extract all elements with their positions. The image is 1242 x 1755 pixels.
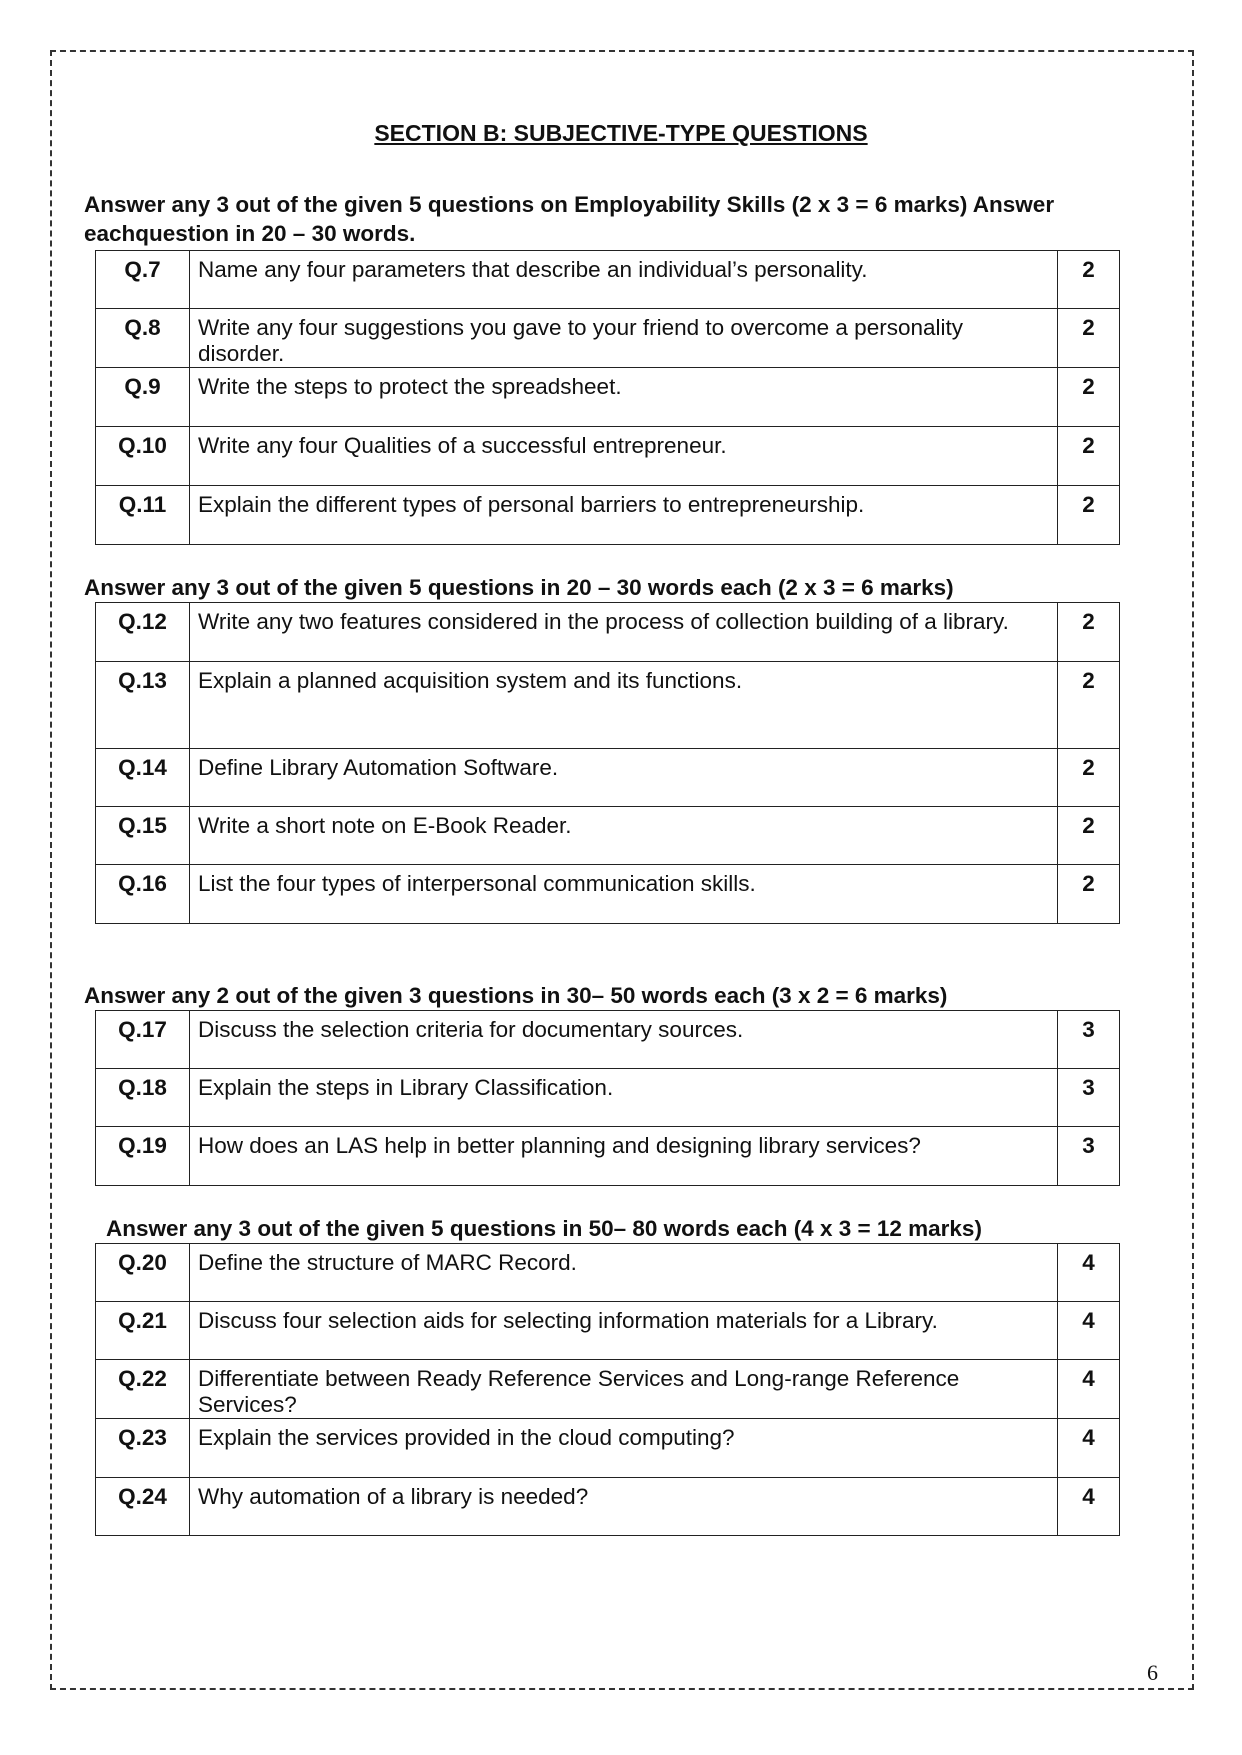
- question-text: Explain a planned acquisition system and its functions.: [190, 662, 1058, 749]
- table-row: [96, 1069, 1120, 1127]
- question-text: Explain the steps in Library Classification.: [190, 1069, 1058, 1127]
- question-text: Discuss the selection criteria for documentary sources.: [190, 1011, 1058, 1069]
- table-row: [96, 1011, 1120, 1069]
- question-marks: 2: [1058, 865, 1120, 924]
- question-number: Q.17: [96, 1011, 190, 1069]
- table-row: [96, 603, 1120, 662]
- question-text: Explain the different types of personal barriers to entrepreneurship.: [190, 486, 1058, 545]
- group-2-instruction-line1: Answer any 3 out of the given 5 questions in 20 – 30 words each (2 x 3 = 6 marks): [84, 575, 954, 600]
- table-row: [96, 1244, 1120, 1302]
- question-marks: 3: [1058, 1011, 1120, 1069]
- question-marks: 4: [1058, 1244, 1120, 1302]
- question-number: Q.24: [96, 1478, 190, 1536]
- question-number: Q.15: [96, 807, 190, 865]
- question-number: Q.7: [96, 251, 190, 309]
- group-1-instruction-line1: Answer any 3 out of the given 5 questions on Employability Skills (2 x 3 = 6 marks) Answer: [84, 192, 1055, 217]
- group-4-instruction: [106, 1214, 982, 1243]
- question-text: Name any four parameters that describe an individual’s personality.: [190, 251, 1058, 309]
- question-text: How does an LAS help in better planning and designing library services?: [190, 1127, 1058, 1186]
- question-marks: 3: [1058, 1069, 1120, 1127]
- table-row: [96, 1360, 1120, 1419]
- question-number: Q.14: [96, 749, 190, 807]
- question-marks: 2: [1058, 662, 1120, 749]
- question-marks: 4: [1058, 1360, 1120, 1419]
- table-row: [96, 662, 1120, 749]
- question-text: Write the steps to protect the spreadsheet.: [190, 368, 1058, 427]
- question-marks: 2: [1058, 309, 1120, 368]
- question-number: Q.21: [96, 1302, 190, 1360]
- group-4-instruction-line1: Answer any 3 out of the given 5 questions in 50– 80 words each (4 x 3 = 12 marks): [106, 1216, 982, 1241]
- question-number: Q.18: [96, 1069, 190, 1127]
- question-text: Explain the services provided in the cloud computing?: [190, 1419, 1058, 1478]
- question-text: List the four types of interpersonal communication skills.: [190, 865, 1058, 924]
- question-number: Q.9: [96, 368, 190, 427]
- group-3-instruction: [84, 981, 947, 1010]
- question-text: Differentiate between Ready Reference Services and Long-range Reference Services?: [190, 1360, 1058, 1419]
- table-row: [96, 749, 1120, 807]
- table-row: [96, 309, 1120, 368]
- section-title: SECTION B: SUBJECTIVE-TYPE QUESTIONS: [374, 120, 868, 146]
- question-number: Q.23: [96, 1419, 190, 1478]
- question-text: Discuss four selection aids for selecting information materials for a Library.: [190, 1302, 1058, 1360]
- question-text: Define Library Automation Software.: [190, 749, 1058, 807]
- question-number: Q.11: [96, 486, 190, 545]
- question-number: Q.16: [96, 865, 190, 924]
- table-row: [96, 807, 1120, 865]
- question-text: Write any four suggestions you gave to your friend to overcome a personality disorder.: [190, 309, 1058, 368]
- table-row: [96, 1127, 1120, 1186]
- table-row: [96, 427, 1120, 486]
- table-row: [96, 1302, 1120, 1360]
- question-marks: 4: [1058, 1478, 1120, 1536]
- question-marks: 2: [1058, 749, 1120, 807]
- question-text: Write any two features considered in the process of collection building of a library.: [190, 603, 1058, 662]
- group-1-instruction-line2: eachquestion in 20 – 30 words.: [84, 221, 416, 246]
- question-number: Q.12: [96, 603, 190, 662]
- group-4-questions-table: [95, 1243, 1120, 1536]
- group-3-instruction-line1: Answer any 2 out of the given 3 questions in 30– 50 words each (3 x 2 = 6 marks): [84, 983, 948, 1008]
- group-1-questions-table: [95, 250, 1120, 545]
- group-1-instruction: [84, 190, 1054, 248]
- question-marks: 2: [1058, 251, 1120, 309]
- question-marks: 4: [1058, 1302, 1120, 1360]
- question-marks: 2: [1058, 807, 1120, 865]
- question-number: Q.13: [96, 662, 190, 749]
- question-text: Define the structure of MARC Record.: [190, 1244, 1058, 1302]
- question-text: Write a short note on E-Book Reader.: [190, 807, 1058, 865]
- table-row: [96, 251, 1120, 309]
- page-number: 6: [1147, 1660, 1158, 1685]
- question-number: Q.22: [96, 1360, 190, 1419]
- question-marks: 2: [1058, 427, 1120, 486]
- table-row: [96, 1478, 1120, 1536]
- question-marks: 2: [1058, 603, 1120, 662]
- question-text: Write any four Qualities of a successful entrepreneur.: [190, 427, 1058, 486]
- question-number: Q.10: [96, 427, 190, 486]
- question-marks: 2: [1058, 368, 1120, 427]
- table-row: [96, 1419, 1120, 1478]
- group-2-questions-table: [95, 602, 1120, 924]
- question-marks: 4: [1058, 1419, 1120, 1478]
- question-text: Why automation of a library is needed?: [190, 1478, 1058, 1536]
- question-number: Q.8: [96, 309, 190, 368]
- table-row: [96, 368, 1120, 427]
- question-number: Q.20: [96, 1244, 190, 1302]
- table-row: [96, 865, 1120, 924]
- table-row: [96, 486, 1120, 545]
- question-marks: 3: [1058, 1127, 1120, 1186]
- group-2-instruction: [84, 573, 954, 602]
- group-3-questions-table: [95, 1010, 1120, 1186]
- question-marks: 2: [1058, 486, 1120, 545]
- question-number: Q.19: [96, 1127, 190, 1186]
